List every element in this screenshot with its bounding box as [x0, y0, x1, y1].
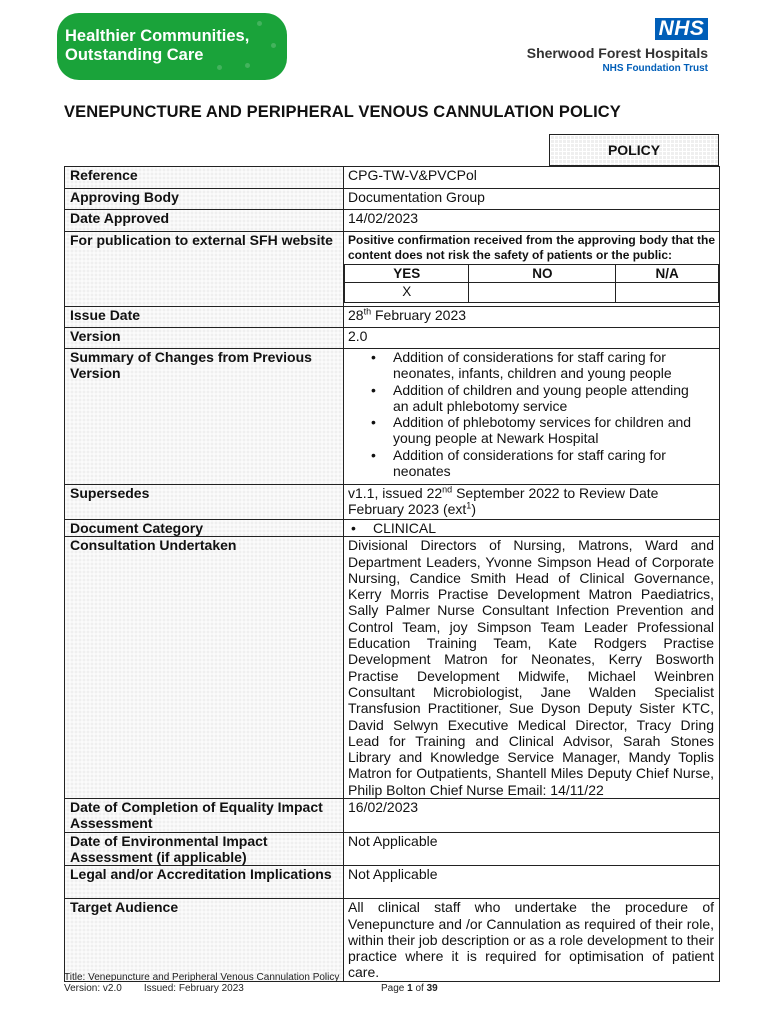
label-summary: Summary of Changes from Previous Version	[65, 349, 344, 485]
label-legal: Legal and/or Accreditation Implications	[65, 866, 344, 899]
footer-issued: Issued: February 2023	[143, 983, 244, 994]
label-supersedes: Supersedes	[65, 485, 344, 520]
table-row	[65, 485, 720, 520]
document-control-table	[64, 166, 720, 982]
page-footer	[64, 972, 339, 994]
value-target-audience: All clinical staff who undertake the procedure of Venepuncture and /or Cannulation as required of their role, within their job description or as a role development to their practice where it is required for optimisation of patient care.	[344, 899, 720, 981]
label-approving-body: Approving Body	[65, 189, 344, 210]
table-row	[65, 832, 720, 866]
value-supersedes: v1.1, issued 22nd September 2022 to Review Date February 2023 (ext$^1$)	[344, 485, 720, 520]
value-legal: Not Applicable	[344, 866, 720, 899]
policy-label-box	[549, 134, 719, 166]
value-approving-body: Documentation Group	[344, 189, 720, 210]
value-version: 2.0	[344, 328, 720, 349]
trust-banner	[57, 13, 287, 80]
document-title: VENEPUNCTURE AND PERIPHERAL VENOUS CANNULATION POLICY	[64, 103, 621, 121]
nhs-logo: NHS	[655, 18, 708, 40]
list-item: • Addition of considerations for staff caring for neonates	[393, 447, 714, 480]
table-row	[65, 799, 720, 833]
label-issue-date: Issue Date	[65, 307, 344, 328]
publication-yes-no-table	[344, 264, 719, 303]
header-yes: YES	[345, 265, 469, 283]
header-no: NO	[469, 265, 616, 283]
table-row	[345, 283, 719, 303]
label-document-category: Document Category	[65, 520, 344, 537]
value-consultation: Divisional Directors of Nursing, Matrons, Ward and Department Leaders, Yvonne Simpson Head of Corporate Nursing, Candice Smith Head of Clinical Governance, Kerry Morris Practise Development Matron Paediatrics, Sally Palmer Nurse Consultant Infection Prevention and Control Team, joy Simpson Team Leader Professional Education Training Team, Kate Rodgers Practise Development Matron for Neonates, Kerry Bosworth Practise Development Midwife, Michael Weinbren Consultant Microbiologist, Jane Walden Specialist Transfusion Practitioner, Sue Dyson Deputy Sister KTC, David Selwyn Executive Medical Director, Tracy Dring Lead for Training and Clinical Advisor, Sarah Stones Library and Knowledge Service Manager, Mandy Toplis Matron for Outpatients, Shantell Miles Deputy Chief Nurse, Philip Bolton Chief Nurse Email: 14/11/22	[344, 537, 720, 799]
label-reference: Reference	[65, 167, 344, 189]
list-item: • Addition of children and young people attending an adult phlebotomy service	[393, 382, 714, 415]
table-row	[65, 537, 720, 799]
value-environmental: Not Applicable	[344, 832, 720, 866]
table-row	[65, 866, 720, 899]
footer-version-line	[64, 983, 339, 994]
policy-label: POLICY	[607, 142, 661, 158]
header-na: N/A	[616, 265, 719, 283]
label-version: Version	[65, 328, 344, 349]
label-publication: For publication to external SFH website	[65, 232, 344, 307]
banner-line-2: Outstanding Care	[65, 46, 204, 64]
table-row	[65, 167, 720, 189]
value-document-category	[344, 520, 720, 537]
table-row	[65, 232, 720, 307]
summary-list	[348, 349, 714, 479]
label-environmental: Date of Environmental Impact Assessment (if applicable)	[65, 832, 344, 866]
table-row	[65, 899, 720, 981]
publication-confirmation: Positive confirmation received from the approving body that the content does not risk the safety of patients or the public:	[348, 233, 715, 262]
value-date-approved: 14/02/2023	[344, 210, 720, 232]
footer-title: Title: Venepuncture and Peripheral Venous Cannulation Policy	[64, 972, 340, 983]
table-row	[65, 328, 720, 349]
table-row	[65, 189, 720, 210]
banner-line-1: Healthier Communities,	[65, 27, 250, 45]
value-summary	[344, 349, 720, 485]
value-equality: 16/02/2023	[344, 799, 720, 833]
cell-no	[469, 283, 616, 303]
label-equality: Date of Completion of Equality Impact Assessment	[65, 799, 344, 833]
footer-version: Version: v2.0	[64, 983, 122, 994]
list-item: • Addition of phlebotomy services for children and young people at Newark Hospital	[393, 414, 714, 447]
org-name: Sherwood Forest Hospitals	[526, 45, 708, 61]
label-target-audience: Target Audience	[65, 899, 344, 981]
org-subtitle: NHS Foundation Trust	[602, 63, 708, 74]
list-item: • Addition of considerations for staff caring for neonates, infants, children and young people	[393, 349, 714, 382]
table-row	[65, 349, 720, 485]
list-item: • CLINICAL	[373, 520, 714, 536]
table-row	[65, 307, 720, 328]
value-publication	[344, 232, 720, 307]
label-consultation: Consultation Undertaken	[65, 537, 344, 799]
value-reference: CPG-TW-V&PVCPol	[344, 167, 720, 189]
value-issue-date: 28th February 2023	[344, 307, 720, 328]
table-row	[65, 210, 720, 232]
table-row	[65, 520, 720, 537]
cell-yes: X	[345, 283, 469, 303]
category-list	[348, 520, 714, 536]
cell-na	[616, 283, 719, 303]
page-number: Page 1 of 39	[381, 983, 438, 994]
label-date-approved: Date Approved	[65, 210, 344, 232]
table-row	[345, 265, 719, 283]
